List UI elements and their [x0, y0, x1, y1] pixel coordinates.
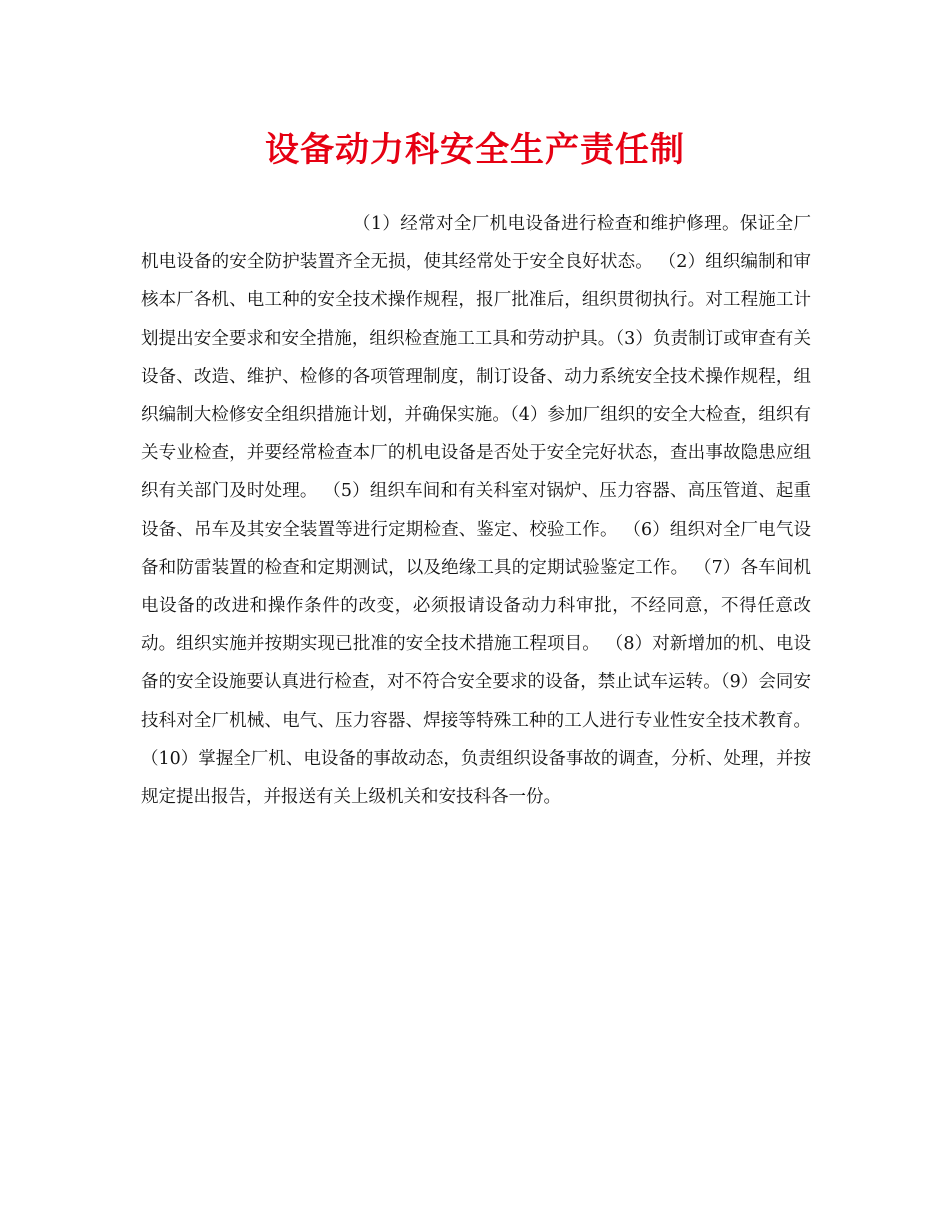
document-body-paragraph: （1）经常对全厂机电设备进行检查和维护修理。保证全厂机电设备的安全防护装置齐全无损，使其经常处于安全良好状态。 （2）组织编制和审核本厂各机、电工种的安全技术操作规程，报厂批准后，组织贯彻执行。对工程施工计划提出安全要求和安全措施，组织检查施工工具和劳动护具。（3）负责制订或审查有关设备、改造、维护、检修的各项管理制度，制订设备、动力系统安全技术操作规程，组织编制大检修安全组织措施计划，并确保实施。（4）参加厂组织的安全大检查，组织有关专业检查，并要经常检查本厂的机电设备是否处于安全完好状态，查出事故隐患应组织有关部门及时处理。 （5）组织车间和有关科室对锅炉、压力容器、高压管道、起重设备、吊车及其安全装置等进行定期检查、鉴定、校验工作。 （6）组织对全厂电气设备和防雷装置的检查和定期测试，以及绝缘工具的定期试验鉴定工作。 （7）各车间机电设备的改进和操作条件的改变，必须报请设备动力科审批，不经同意，不得任意改动。组织实施并按期实现已批准的安全技术措施工程项目。 （8）对新增加的机、电设备的安全设施要认真进行检查，对不符合安全要求的设备，禁止试车运转。（9）会同安技科对全厂机械、电气、压力容器、焊接等特殊工种的工人进行专业性安全技术教育。 （10）掌握全厂机、电设备的事故动态，负责组织设备事故的调查，分析、处理，并按规定提出报告，并报送有关上级机关和安技科各一份。	[141, 214, 811, 808]
document-title: 设备动力科安全生产责任制	[265, 130, 685, 170]
